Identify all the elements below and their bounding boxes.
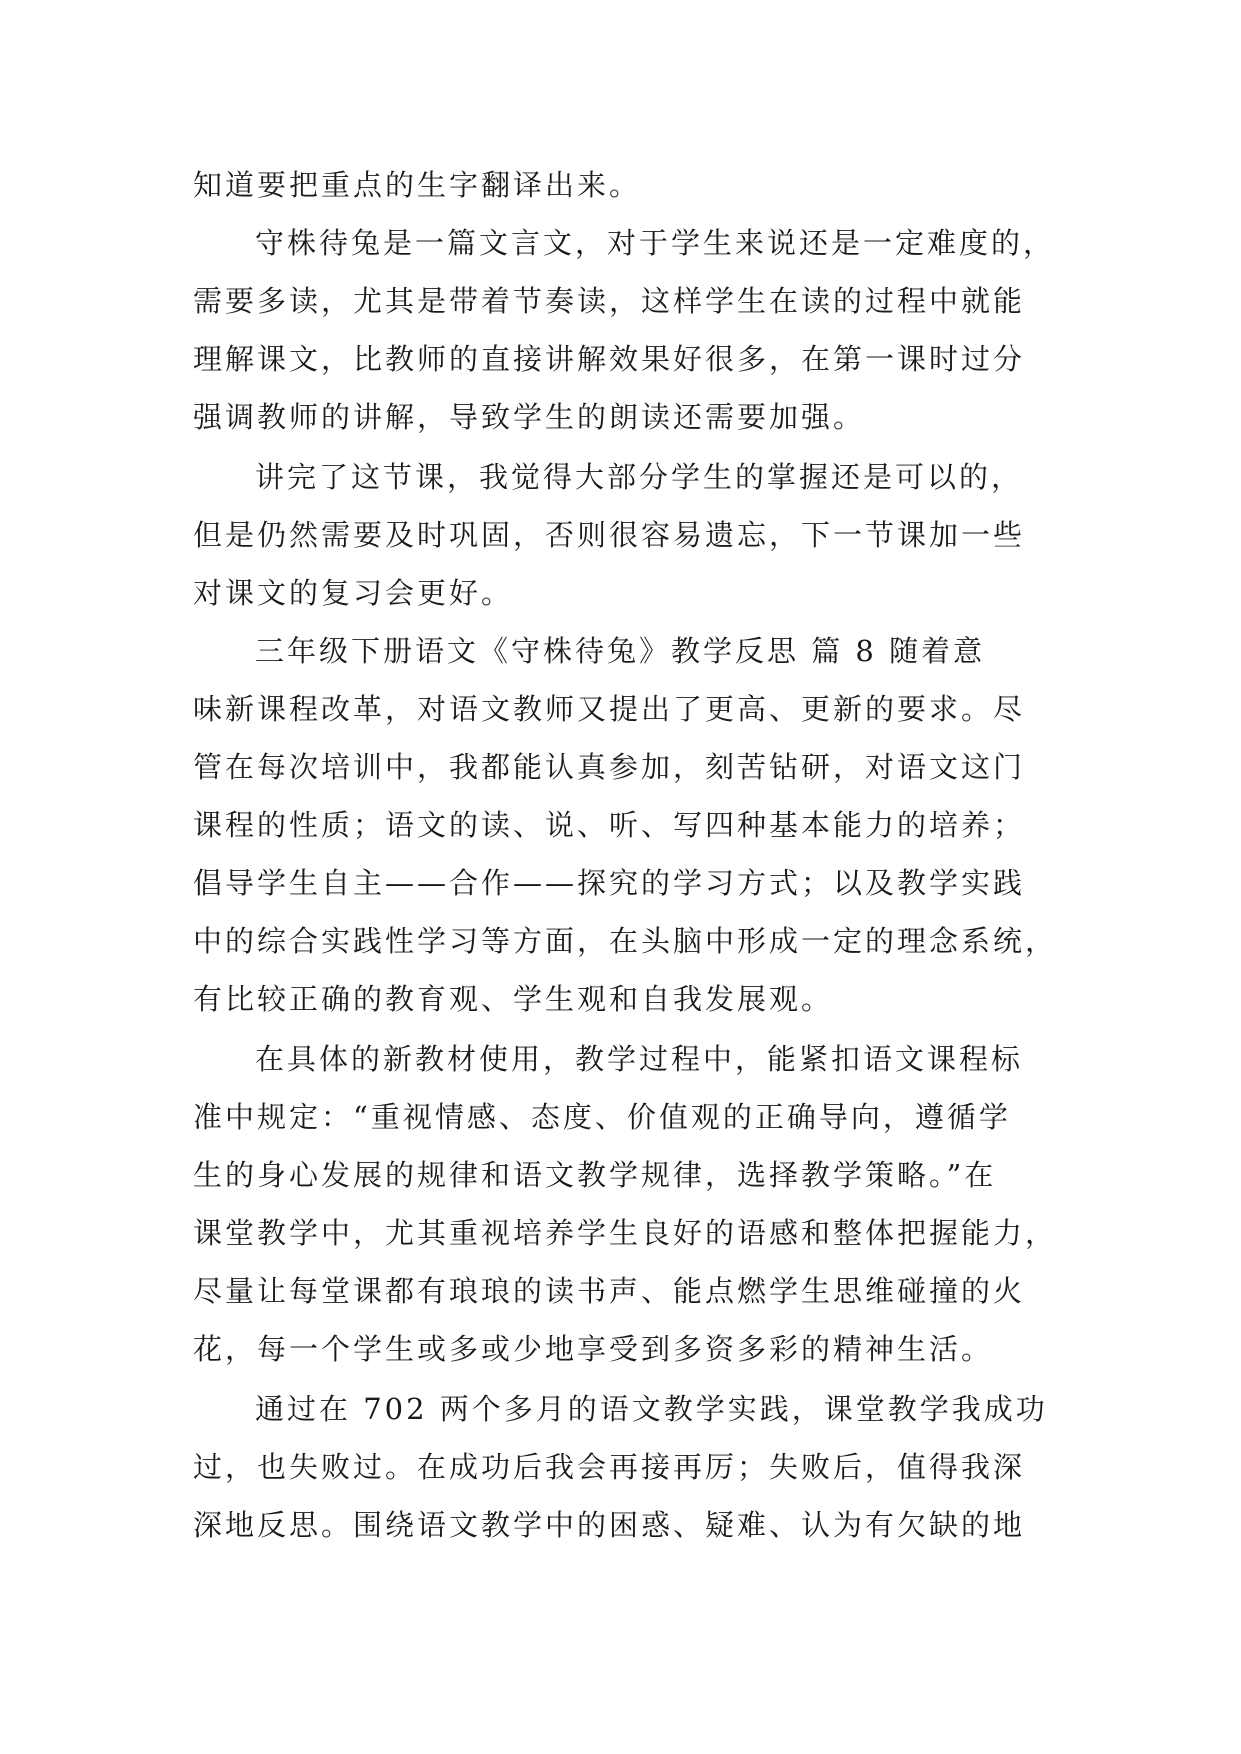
text-line: 强调教师的讲解，导致学生的朗读还需要加强。 (193, 400, 866, 434)
text-line: 准中规定：“重视情感、态度、价值观的正确导向，遵循学 (193, 1100, 1011, 1134)
text-line: 讲完了这节课，我觉得大部分学生的掌握还是可以的， (255, 460, 1024, 494)
text-line: 尽量让每堂课都有琅琅的读书声、能点燃学生思维碰撞的火 (193, 1274, 1026, 1308)
text-line: 花，每一个学生或多或少地享受到多资多彩的精神生活。 (193, 1332, 994, 1366)
text-line: 课程的性质；语文的读、说、听、写四种基本能力的培养； (193, 808, 1026, 842)
text-line: 过，也失败过。在成功后我会再接再厉；失败后，值得我深 (193, 1450, 1026, 1484)
text-line: 理解课文，比教师的直接讲解效果好很多，在第一课时过分 (193, 342, 1026, 376)
text-line: 课堂教学中，尤其重视培养学生良好的语感和整体把握能力， (193, 1216, 1058, 1250)
text-line: 管在每次培训中，我都能认真参加，刻苦钻研，对语文这门 (193, 750, 1026, 784)
text-line: 守株待兔是一篇文言文，对于学生来说还是一定难度的， (255, 226, 1056, 260)
text-line: 深地反思。围绕语文教学中的困惑、疑难、认为有欠缺的地 (193, 1508, 1026, 1542)
text-line: 中的综合实践性学习等方面，在头脑中形成一定的理念系统， (193, 924, 1058, 958)
text-line: 知道要把重点的生字翻译出来。 (193, 168, 642, 202)
text-line: 对课文的复习会更好。 (193, 576, 514, 610)
text-line: 有比较正确的教育观、学生观和自我发展观。 (193, 982, 834, 1016)
text-line: 需要多读，尤其是带着节奏读，这样学生在读的过程中就能 (193, 284, 1026, 318)
text-line: 通过在 702 两个多月的语文教学实践，课堂教学我成功 (255, 1392, 1048, 1426)
text-line: 倡导学生自主——合作——探究的学习方式；以及教学实践 (193, 866, 1026, 900)
text-line: 生的身心发展的规律和语文教学规律，选择教学策略。”在 (193, 1158, 997, 1192)
text-line: 味新课程改革，对语文教师又提出了更高、更新的要求。尽 (193, 692, 1026, 726)
text-line: 但是仍然需要及时巩固，否则很容易遗忘，下一节课加一些 (193, 518, 1026, 552)
text-line: 三年级下册语文《守株待兔》教学反思 篇 8 随着意 (255, 634, 986, 668)
text-line: 在具体的新教材使用，教学过程中，能紧扣语文课程标 (255, 1042, 1024, 1076)
